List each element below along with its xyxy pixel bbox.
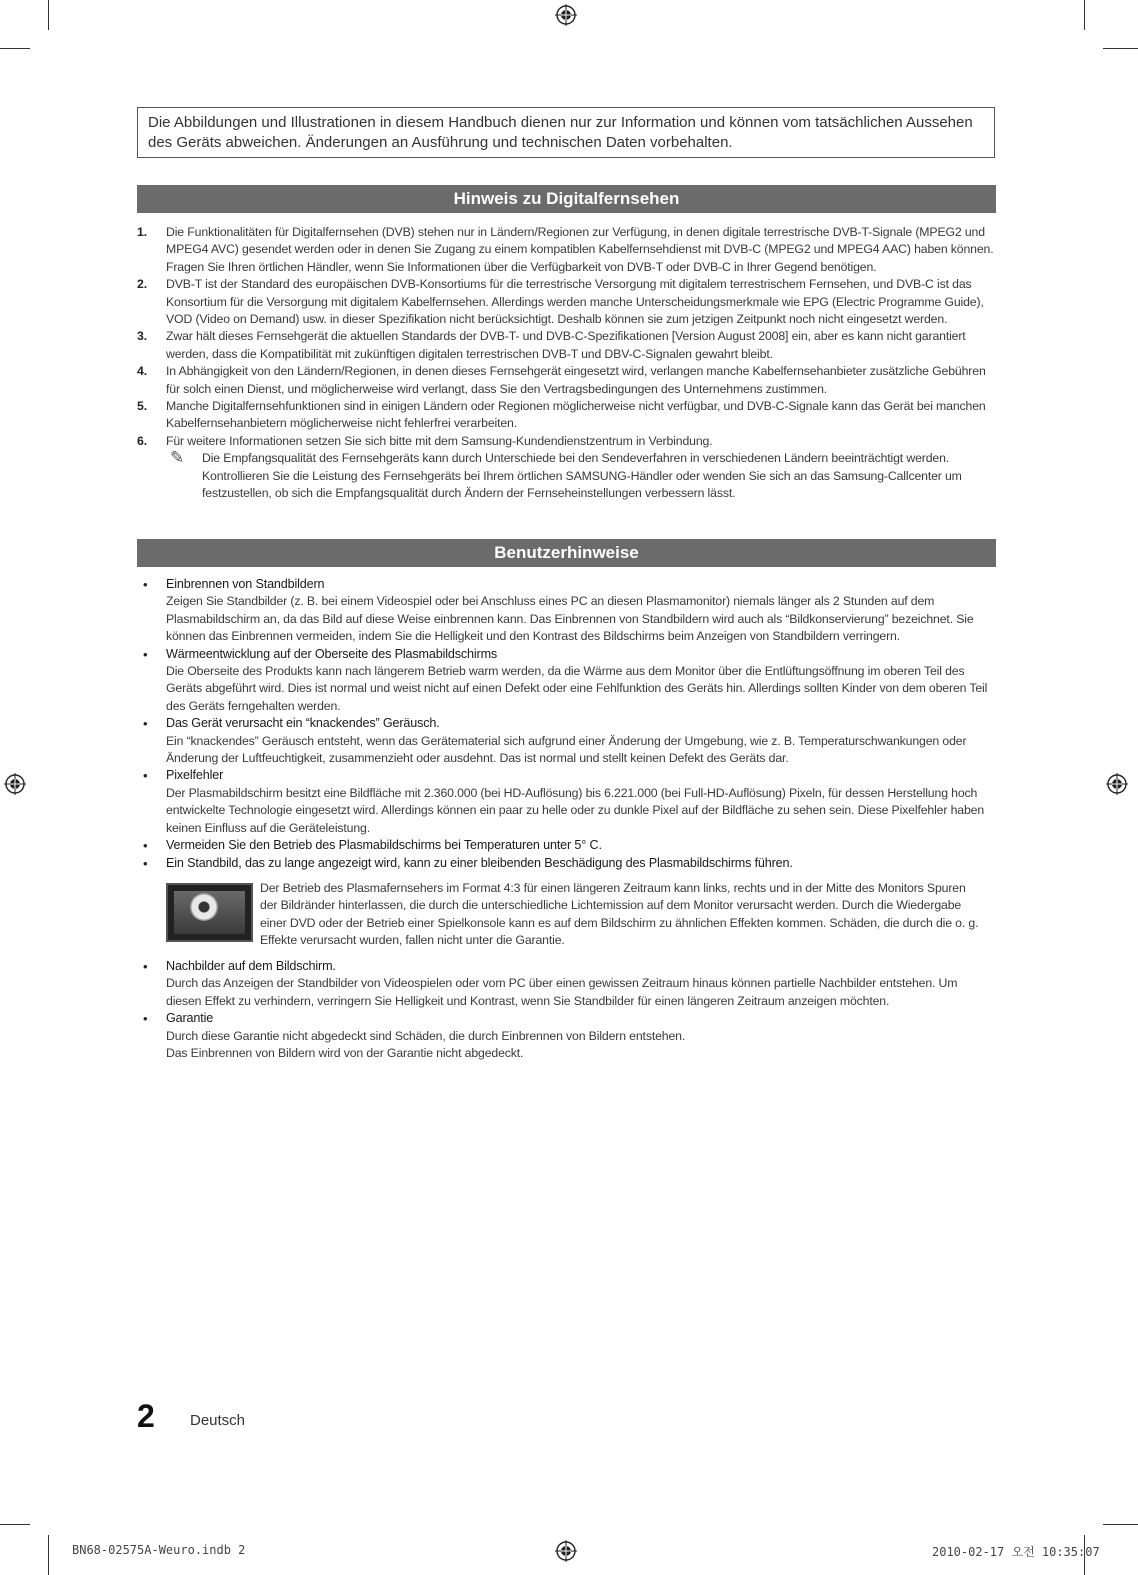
item-heading: Vermeiden Sie den Betrieb des Plasmabildschirms bei Temperaturen unter 5° C. (166, 838, 602, 853)
user-notes-list (140, 576, 995, 1062)
registration-mark-icon (1106, 773, 1128, 795)
item-text: Für weitere Informationen setzen Sie sich bitte mit dem Samsung-Kundendienstzentrum in Verbindung. (166, 433, 713, 448)
list-item (140, 767, 995, 837)
item-text: Manche Digitalfernsehfunktionen sind in einigen Ländern oder Regionen möglicherweise nicht verfügbar, und DVB-C-Signale kann das Gerät bei manchen Kabelfernsehanbietern möglicherweise nicht fehlerfrei verarbeiten. (166, 399, 986, 431)
item-text: Durch das Anzeigen der Standbilder von Videospielen oder vom PC über einen gewissen Zeitraum hinaus können partielle Nachbilder entstehen. Um diesen Effekt zu verhindern, verringern Sie Helligkeit und Kontrast, wenn Sie Standbilder für einen längeren Zeitraum anzeigen möchten. (166, 976, 958, 1008)
crop-mark-top-left-v (48, 0, 49, 30)
item-text: Das Einbrennen von Bildern wird von der Garantie nicht abgedeckt. (166, 1045, 524, 1060)
item-heading: Pixelfehler (166, 768, 224, 783)
page-language: Deutsch (190, 1412, 246, 1429)
bullet: • (143, 1011, 148, 1027)
disclaimer-box: Die Abbildungen und Illustrationen in diesem Handbuch dienen nur zur Information und können vom tatsächlichen Aussehen des Geräts abweichen. Änderungen an Ausführung und technischen Daten vorbehalten. (137, 107, 995, 158)
item-number: 4. (137, 364, 147, 379)
item-number: 3. (137, 329, 147, 344)
date-info: 2010-02-17 오전 10:35:07 (932, 1545, 1100, 1559)
crop-mark-bottom-right-h (1103, 1524, 1138, 1525)
item-heading: Wärmeentwicklung auf der Oberseite des Plasmabildschirms (166, 646, 498, 661)
bullet: • (143, 855, 148, 871)
list-item (140, 646, 995, 716)
page-number: 2 (137, 1398, 155, 1434)
item-text: Ein “knackendes” Geräusch entsteht, wenn das Gerätematerial sich aufgrund einer Änderung der Umgebung, wie z. B. Temperaturschwankungen oder Änderung der Luftfeuchtigkeit, zusammenzieht oder ausdehnt. Das ist normal und stellt keinen Defekt des Geräts dar. (166, 733, 967, 766)
registration-mark-icon (555, 1540, 577, 1562)
item-text: In Abhängigkeit von den Ländern/Regionen, in denen dieses Fernsehgerät eingesetzt wird, verlangen manche Kabelfernsehanbieter zusätzliche Gebühren für solch einen Dienst, und möglicherweise wird verlangt, dass Sie den Vertragsbedingungen des Unternehmens zustimmen. (166, 364, 986, 396)
crop-mark-bottom-left-v (48, 1535, 49, 1575)
illustration-text: Der Betrieb des Plasmafernsehers im Format 4:3 für einen längeren Zeitraum kann links, rechts und in der Mitte des Monitors Spuren der Bildränder hinterlassen, die durch die unterschiedliche Lichtemission auf dem Monitor verursacht werden. Durch die Wiedergabe einer DVD oder der Betrieb einer Spielkonsole kann es auf dem Bildschirm zu ähnlichen Effekten kommen. Schäden, die durch die o. g. Effekte verursacht wurden, fallen nicht unter die Garantie. (260, 880, 979, 948)
file-info: BN68-02575A-Weuro.indb 2 (72, 1543, 246, 1557)
item-heading: Ein Standbild, das zu lange angezeigt wird, kann zu einer bleibenden Beschädigung des Plasmabildschirms führen. (166, 855, 793, 870)
item-text: Die Oberseite des Produkts kann nach längerem Betrieb warm werden, da die Wärme aus dem Monitor über die Entlüftungsöffnung im oberen Teil des Geräts abgeführt wird. Dies ist normal und weist nicht auf einen Defekt oder eine Fehlfunktion des Geräts hin. Allerdings sollten Kinder von dem oberen Teil des Geräts ferngehalten werden. (166, 664, 988, 713)
pencil-note-icon: ✎ (170, 448, 185, 468)
crop-mark-top-left-h (0, 48, 30, 49)
item-heading: Nachbilder auf dem Bildschirm. (166, 958, 336, 973)
item-text: Zwar hält dieses Fernsehgerät die aktuellen Standards der DVB-T- und DVB-C-Spezifikationen [Version August 2008] ein, aber es kann nicht garantiert werden, dass die Kompatibilität mit zukünftigen digitalen terrestrischen DVB-T und DBV-C-Signalen gewahrt bleibt. (166, 329, 966, 361)
list-item (140, 1010, 995, 1062)
item-number: 6. (137, 433, 147, 448)
section-heading-digital-tv: Hinweis zu Digitalfernsehen (137, 185, 996, 213)
bullet: • (143, 838, 148, 854)
item-number: 1. (137, 225, 147, 239)
note-text: Die Empfangsqualität des Fernsehgeräts kann durch Unterschiede bei den Sendeverfahren in verschiedenen Ländern beeinträchtigt werden. Kontrollieren Sie die Leistung des Fernsehgeräts bei Ihrem örtlichen SAMSUNG-Händler oder wenden Sie sich an das Samsung-Callcenter um festzustellen, ob sich die Empfangsqualität durch Ändern der Fernseheinstellungen verbessern lässt. (202, 451, 962, 501)
section-heading-user-notes: Benutzerhinweise (137, 539, 996, 567)
registration-mark-icon (4, 773, 26, 795)
burn-in-illustration-row (166, 880, 995, 950)
crop-mark-top-right-v (1084, 0, 1085, 30)
bullet: • (143, 958, 148, 974)
bullet: • (143, 768, 148, 784)
crop-mark-bottom-left-h (0, 1524, 30, 1525)
item-text: Der Plasmabildschirm besitzt eine Bildfläche mit 2.360.000 (bei HD-Auflösung) bis 6.221.000 (bei Full-HD-Auflösung) Pixeln, für dessen Herstellung hoch entwickelte Technologie eingesetzt wird. Allerdings können ein paar zu helle oder zu dunkle Pixel auf der Bildfläche zu sehen sein. Diese Pixelfehler haben keinen Einfluss auf die Geräteleistung. (166, 785, 985, 835)
list-item (137, 398, 995, 433)
list-item (140, 958, 995, 1010)
registration-mark-icon (555, 4, 577, 26)
digital-tv-list (137, 224, 995, 503)
item-heading: Garantie (166, 1011, 214, 1026)
list-item (137, 224, 995, 276)
item-number: 2. (137, 277, 147, 292)
bullet: • (143, 577, 148, 592)
item-heading: Einbrennen von Standbildern (166, 577, 325, 591)
list-item (140, 837, 995, 854)
list-item (137, 328, 995, 363)
list-item (137, 363, 995, 398)
item-text: DVB-T ist der Standard des europäischen DVB-Konsortiums für die terrestrische Versorgung mit digitalem terrestrischem Fernsehen, und DVB-C ist das Konsortium für die Versorgung mit digitalem Kabelfernsehen. Allerdings werden manche Unterscheidungsmerkmale wie EPG (Electric Programme Guide), VOD (Video on Demand) usw. in dieser Spezifikation nicht berücksichtigt. Deshalb können sie zum jetzigen Zeitpunkt noch nicht eingesetzt werden. (166, 277, 984, 327)
item-text: Durch diese Garantie nicht abgedeckt sind Schäden, die durch Einbrennen von Bildern entstehen. (166, 1028, 686, 1043)
bullet: • (143, 716, 148, 732)
flower-image (190, 893, 218, 921)
item-text: Zeigen Sie Standbilder (z. B. bei einem Videospiel oder bei Anschluss eines PC an diesen Plasmamonitor) niemals länger als 2 Stunden auf dem Plasmabildschirm an, da das Bild auf diese Weise einbrennen kann. Das Einbrennen von Standbildern wird auch als “Bildkonservierung” bezeichnet. Sie können das Einbrennen vermeiden, indem Sie die Helligkeit und den Kontrast des Bildschirms beim Anzeigen von Standbildern verringern. (166, 594, 974, 644)
note (137, 450, 995, 502)
item-text: Die Funktionalitäten für Digitalfernsehen (DVB) stehen nur in Ländern/Regionen zur Verfügung, in denen digitale terrestrische DVB-T-Signale (MPEG2 und MPEG4 AVC) gesendet werden oder in denen Sie Zugang zu einem kompatiblen Kabelfernsehdienst mit DVB-C (MPEG2 und MPEG4 AAC) haben können. Fragen Sie Ihren örtlichen Händler, wenn Sie Informationen über die Verfügbarkeit von DVB-T oder DVB-C in Ihrer Gegend benötigen. (166, 225, 994, 274)
crop-mark-top-right-h (1103, 48, 1138, 49)
burn-in-illustration (166, 883, 253, 942)
item-heading: Das Gerät verursacht ein “knackendes” Geräusch. (166, 716, 440, 731)
list-item (137, 276, 995, 328)
list-item (137, 433, 995, 450)
bullet: • (143, 646, 148, 662)
item-number: 5. (137, 399, 147, 414)
list-item (140, 855, 995, 872)
list-item (140, 715, 995, 767)
list-item (140, 576, 995, 646)
